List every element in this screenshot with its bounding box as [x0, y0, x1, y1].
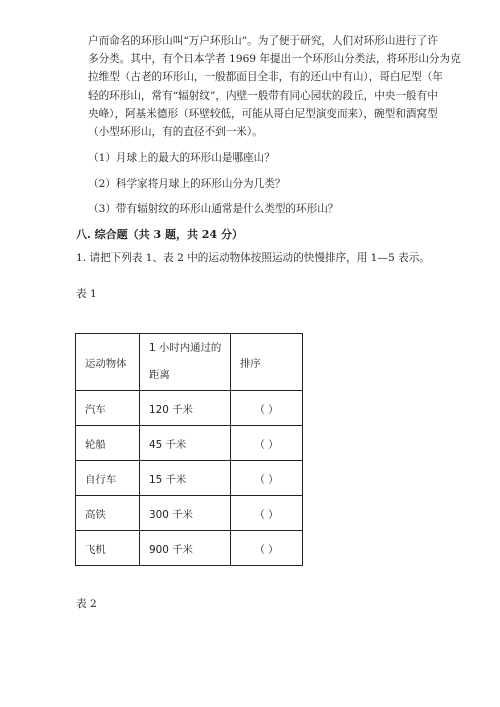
question-1: （1）月球上的最大的环形山是哪座山？ — [88, 152, 275, 164]
cell-rank-blank[interactable]: （ ） — [231, 531, 303, 566]
cell-distance: 120 千米 — [140, 391, 231, 426]
cell-distance: 900 千米 — [140, 531, 231, 566]
table-row — [76, 426, 303, 461]
cell-object: 飞机 — [76, 531, 140, 566]
table-row — [76, 531, 303, 566]
passage-line: 户而命名的环形山叫“万户环形山”。为了便于研究，人们对环形山进行了许 — [88, 35, 438, 47]
table-row — [76, 391, 303, 426]
cell-object: 自行车 — [76, 461, 140, 496]
cell-rank-blank[interactable]: （ ） — [231, 496, 303, 531]
header-object: 运动物体 — [76, 334, 140, 391]
passage-line: 央峰），阿基米德形（环壁较低，可能从哥白尼型演变而来），碗型和酒窝型 — [88, 107, 438, 120]
item-1-instruction: 1. 请把下列表 1、表 2 中的运动物体按照运动的快慢排序，用 1—5 表示。 — [76, 252, 430, 264]
table-2-caption: 表 2 — [76, 598, 97, 610]
cell-rank-blank[interactable]: （ ） — [231, 391, 303, 426]
cell-rank-blank[interactable]: （ ） — [231, 461, 303, 496]
table-row — [76, 496, 303, 531]
cell-object: 汽车 — [76, 391, 140, 426]
cell-distance: 15 千米 — [140, 461, 231, 496]
cell-distance: 300 千米 — [140, 496, 231, 531]
passage-line: 轻的环形山，常有“辐射纹”，内壁一般带有同心园状的段丘，中央一般有中 — [88, 89, 438, 102]
table-1 — [75, 333, 303, 566]
table-header-row — [76, 334, 303, 391]
header-rank: 排序 — [231, 334, 303, 391]
header-distance — [140, 334, 231, 391]
passage-line: （小型环形山，有的直径不到一米）。 — [88, 126, 263, 139]
cell-object: 轮船 — [76, 426, 140, 461]
header-distance-line1: 1 小时内通过的 — [149, 342, 222, 354]
passage-line: 拉维型（古老的环形山，一般都面目全非，有的还山中有山），哥白尼型（年 — [88, 71, 443, 84]
header-distance-line2: 距离 — [149, 369, 170, 381]
cell-distance: 45 千米 — [140, 426, 231, 461]
cell-object: 高铁 — [76, 496, 140, 531]
section-heading: 八. 综合题（共 3 题，共 24 分） — [76, 228, 243, 241]
cell-rank-blank[interactable]: （ ） — [231, 426, 303, 461]
table-row — [76, 461, 303, 496]
passage-line: 多分类。其中，有个日本学者 1969 年提出一个环形山分类法，将环形山分为克 — [88, 53, 461, 66]
question-3: （3）带有辐射纹的环形山通常是什么类型的环形山？ — [88, 203, 339, 215]
reading-passage — [88, 32, 461, 141]
question-2: （2）科学家将月球上的环形山分为几类？ — [88, 178, 286, 190]
table-1-caption: 表 1 — [76, 288, 97, 300]
